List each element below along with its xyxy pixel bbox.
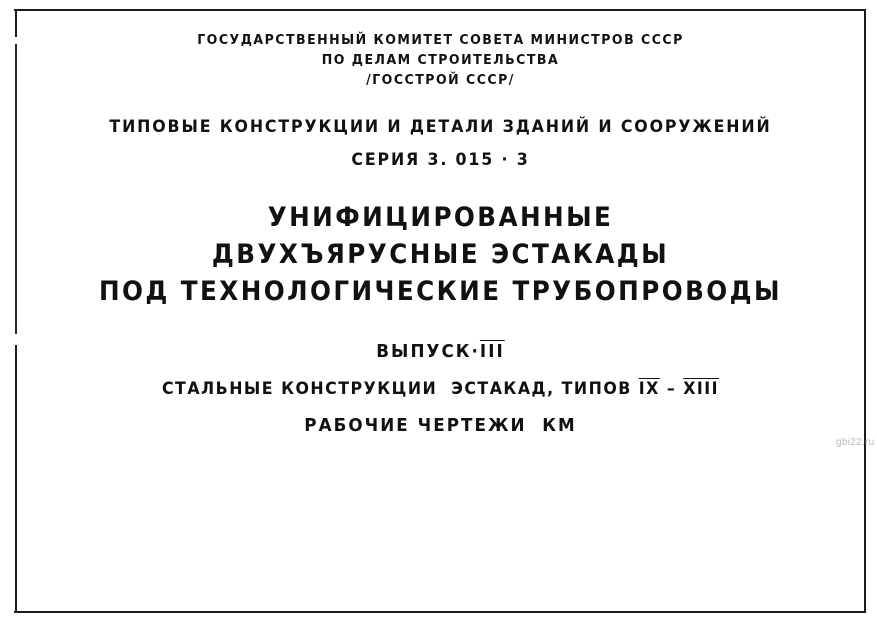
issue-type-from: $\overline{IX}$ — [638, 378, 660, 399]
issue-number: $\overline{III}$ — [479, 341, 505, 363]
issue-type-dash: – — [659, 378, 684, 399]
page-title-line-2: ДВУХЪЯРУСНЫЕ ЭСТАКАДЫ — [211, 239, 670, 271]
authority-line-3: /ГОССТРОЙ СССР/ — [366, 72, 515, 89]
authority-line-1: ГОСУДАРСТВЕННЫЙ КОМИТЕТ СОВЕТА МИНИСТРОВ СССР — [197, 32, 684, 48]
series-subject: ТИПОВЫЕ КОНСТРУКЦИИ И ДЕТАЛИ ЗДАНИЙ И СООРУЖЕНИЙ — [109, 117, 772, 138]
issue-drawings: РАБОЧИЕ ЧЕРТЕЖИ КМ — [304, 414, 577, 436]
series-block — [17, 118, 864, 170]
issue-type-to: XIII — [683, 378, 720, 399]
page-border-bottom — [14, 611, 866, 613]
title-page-content — [17, 11, 864, 436]
issue-scope-line — [47, 380, 835, 399]
series-number: СЕРИЯ 3. 015 · 3 — [351, 150, 530, 171]
issue-scope-prefix: СТАЛЬНЫЕ КОНСТРУКЦИИ ЭСТАКАД, ТИПОВ — [161, 378, 639, 399]
document-title-block — [17, 203, 864, 306]
page-border-right — [864, 9, 866, 613]
issue-label: ВЫПУСК· — [376, 341, 480, 363]
watermark: gbi22.ru — [836, 437, 875, 448]
issuing-authority-block — [17, 33, 864, 88]
issue-block — [17, 342, 864, 435]
issue-line — [47, 342, 835, 362]
authority-line-2: ПО ДЕЛАМ СТРОИТЕЛЬСТВА — [321, 52, 560, 69]
page-title-line-3: ПОД ТЕХНОЛОГИЧЕСКИЕ ТРУБОПРОВОДЫ — [99, 275, 782, 307]
page-title-line-1: УНИФИЦИРОВАННЫЕ — [267, 202, 614, 234]
